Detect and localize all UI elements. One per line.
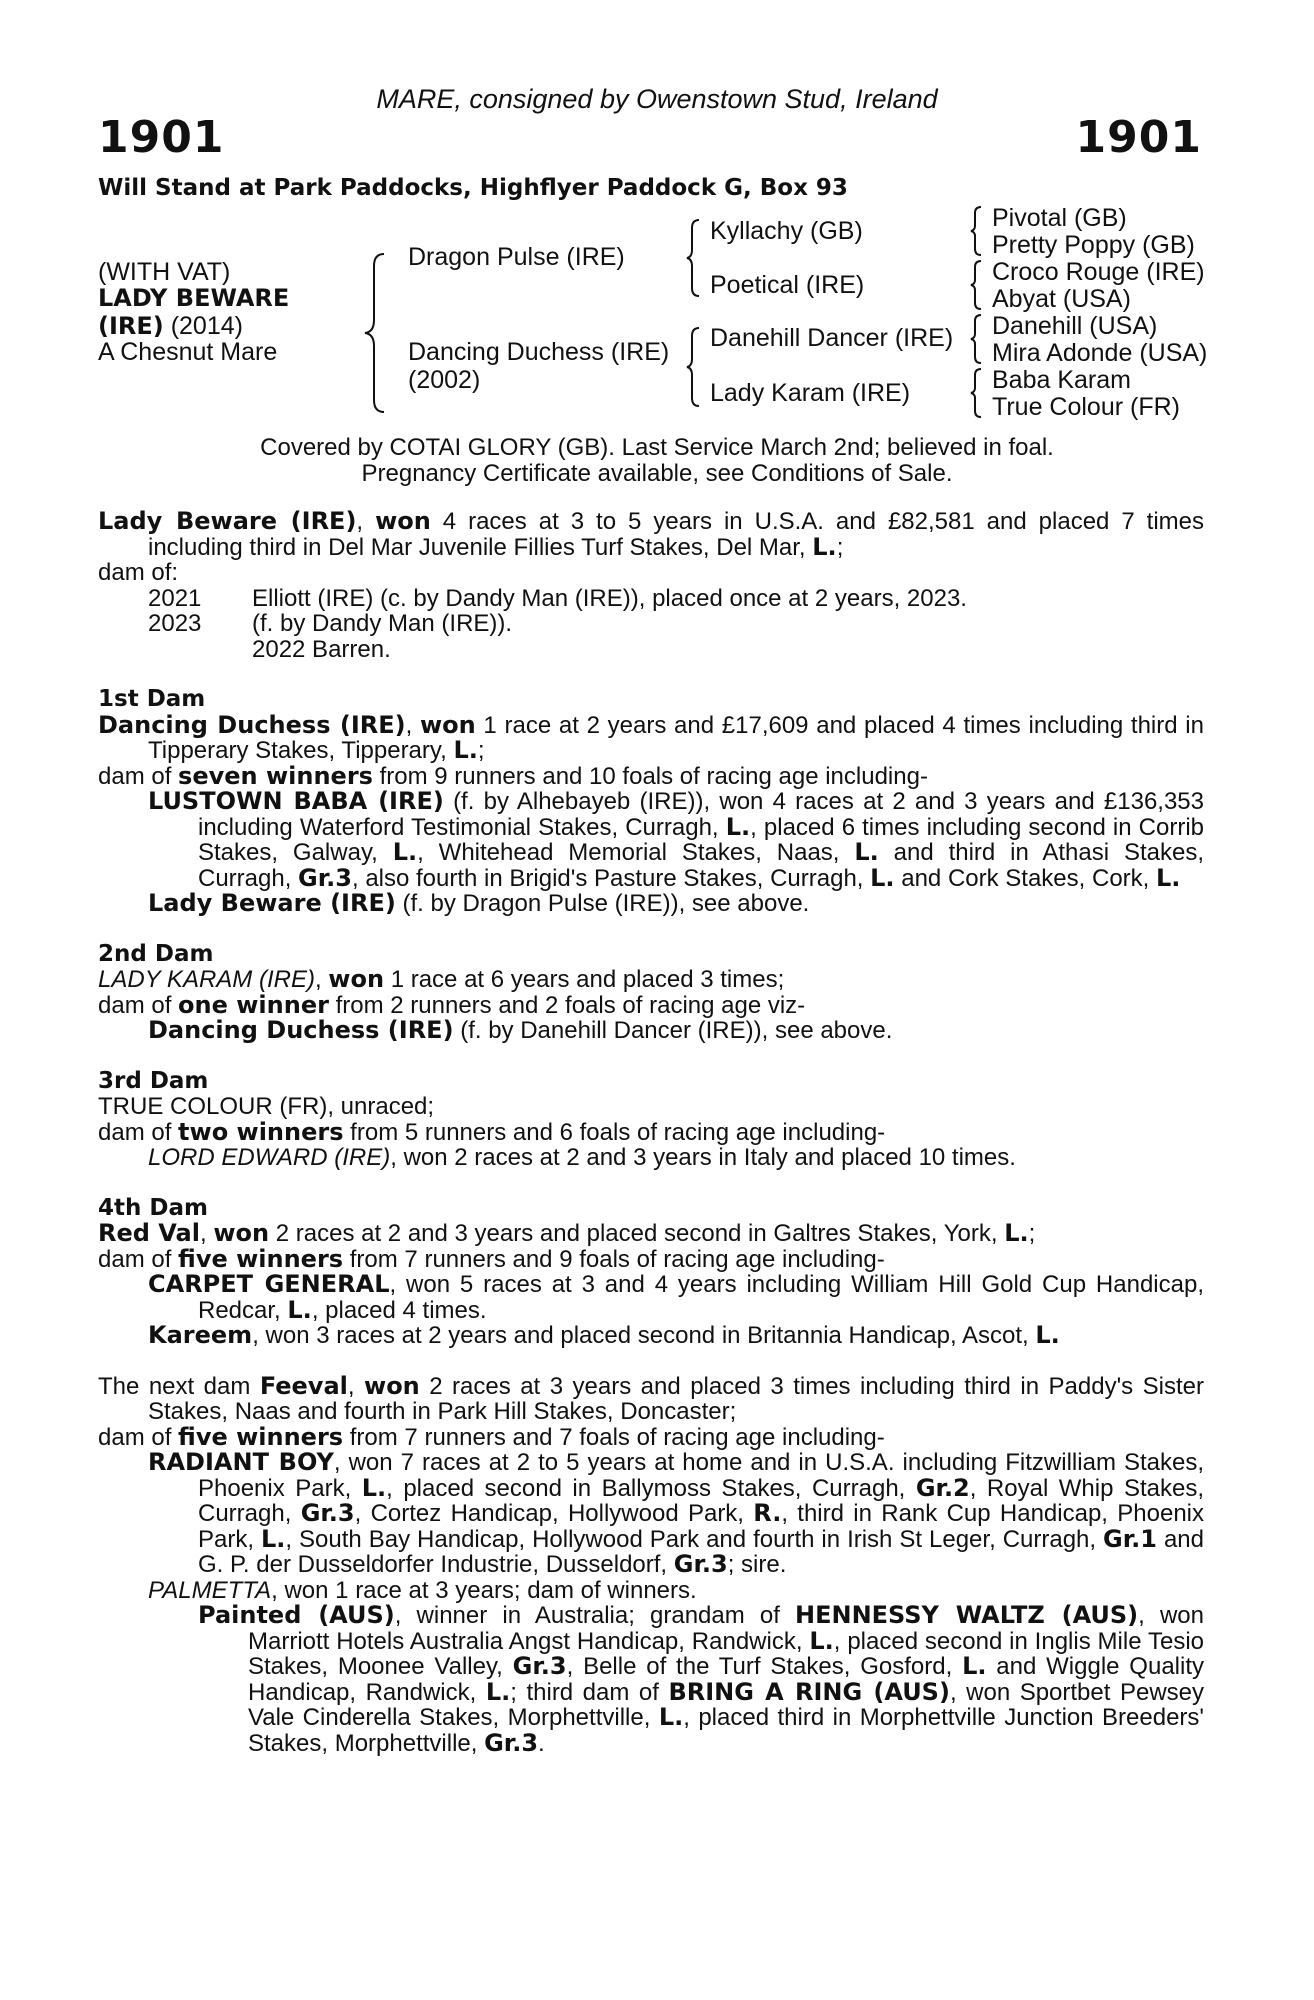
offspring-text: , placed second in Ballymoss Stakes, Curragh, [386,1474,916,1502]
produce-item-text: 2022 Barren. [252,635,391,663]
pedigree-g-danehill: Danehill (USA) [992,312,1158,340]
offspring-text: and third in Athasi Stakes, Curragh, [198,839,1204,892]
listed-mark: L. [1035,1321,1060,1349]
consignor-line: MARE, consigned by Owenstown Stud, Ireland [376,84,938,114]
pedigree-dam-dam: Lady Karam (IRE) [710,379,911,407]
pedigree-brace-sire [685,218,703,298]
offspring-text: , Royal Whip Stakes, Curragh, [198,1474,1204,1527]
winner-count: five winners [178,1244,344,1273]
offspring-text: and Wiggle Quality Handicap, Randwick, [248,1653,1204,1706]
pedigree-brace-g3 [969,313,985,365]
pedigree-sire-dam: Poetical (IRE) [710,271,865,299]
section-heading-2nd-dam: 2nd Dam [98,940,214,967]
dam-of-label: dam of [98,1118,179,1146]
pedigree-dam-sire: Danehill Dancer (IRE) [710,324,954,352]
offspring-text: , won 5 races at 3 and 4 years including William Hill Gold Cup Handicap, Redcar, [198,1271,1204,1324]
listed-mark: L. [809,1626,834,1655]
dam4-paragraph [98,1221,1204,1247]
offspring-text: , won 1 race at 3 years; dam of winners. [271,1576,697,1604]
group-mark: Gr.2 [915,1473,970,1502]
pedigree-g-pretty-poppy: Pretty Poppy (GB) [992,231,1195,259]
pedigree-g-mira-adonde: Mira Adonde (USA) [992,339,1208,367]
listed-mark: L. [392,838,418,866]
pedigree-g-true-colour: True Colour (FR) [992,393,1180,421]
produce-item-text: (f. by Dandy Man (IRE)). [252,610,513,637]
dam-of-text: from 5 runners and 6 foals of racing age including- [343,1118,886,1146]
listed-mark: L. [854,838,879,866]
group-mark: Gr.3 [512,1652,567,1680]
winner-count: five winners [178,1422,344,1451]
listed-mark: L. [453,736,478,764]
next-dam-won: won [364,1371,420,1400]
listed-mark: L. [1156,863,1181,892]
listed-mark: L. [260,1524,286,1553]
offspring-text: and Cork Stakes, Cork, [894,864,1156,892]
dam3-offspring-lord-edward [148,1145,1204,1171]
horse-name-country-year [98,312,243,341]
horse-country: (IRE) [98,312,164,340]
pedigree-g-pivotal: Pivotal (GB) [992,204,1127,232]
horse-description: A Chesnut Mare [98,338,278,366]
offspring-text: , South Bay Handicap, Hollywood Park and fourth in Irish St Leger, Curragh, [285,1525,1104,1553]
pedigree-dam: Dancing Duchess (IRE) [408,338,670,366]
offspring-text: (f. by Alhebayeb (IRE)), won 4 races at 2 and 3 years and £136,353 including Waterford Testimonial Stakes, Curragh, [198,788,1204,841]
dam4-name: Red Val [98,1219,200,1247]
dam1-offspring-lustown [148,789,1204,891]
offspring-text: ; sire. [727,1551,787,1578]
offspring-text: . [538,1729,545,1757]
section-heading-4th-dam: 4th Dam [98,1194,208,1221]
listed-mark: L. [870,863,895,892]
listed-mark: L. [658,1703,684,1731]
offspring-text: , placed third in Morphettville Junction Breeders' Stakes, Morphettville, [248,1704,1204,1757]
dam-of-label: dam of [98,1245,179,1273]
produce-year: 2021 [148,584,202,612]
produce-dam-of: dam of: [98,559,179,586]
offspring-name: RADIANT BOY [148,1448,334,1476]
pedigree-g-baba-karam: Baba Karam [992,366,1131,394]
next-dam-paragraph [98,1371,1204,1425]
group-mark: Gr.1 [1103,1524,1157,1553]
dam-of-label: dam of [98,991,179,1019]
dam-of-text: from 7 runners and 7 foals of racing age including- [343,1423,885,1451]
dam1-paragraph: Dancing Duchess (IRE), won 1 race at 2 years and £17,609 and placed 4 times including third in Tipperary Stakes, Tipperary, L.; [98,710,1204,764]
offspring-text: , placed second in Inglis Mile Tesio Stakes, Moonee Valley, [248,1627,1205,1680]
next-dam-text: 2 races at 3 years and placed 3 times including third in Paddy's Sister Stakes, Naas and fourth in Park Hill Stakes, Doncaster; [148,1372,1204,1425]
dam-of-label: dam of [98,1423,179,1451]
pedigree-brace-main [362,252,388,414]
stabling-location: Will Stand at Park Paddocks, Highflyer Paddock G, Box 93 [98,175,848,201]
winner-count: seven winners [178,761,373,790]
offspring-name: Kareem [148,1321,253,1349]
dam2-paragraph [98,967,1204,993]
pedigree-sire: Dragon Pulse (IRE) [408,243,625,271]
dam1-offspring-lady-beware [148,891,1204,917]
listed-mark: L. [962,1652,987,1680]
offspring-text: , Belle of the Turf Stakes, Gosford, [566,1653,963,1680]
produce-year: 2023 [148,610,202,637]
next-dam-name: Feeval [259,1371,348,1400]
dam1-name: Dancing Duchess (IRE) [98,710,406,739]
separator: , [347,1372,365,1400]
offspring-text: , won Marriott Hotels Australia Angst Handicap, Randwick, [248,1602,1204,1655]
listed-mark: L. [485,1677,511,1706]
listed-mark: L. [725,812,751,841]
pedigree-brace-dam [685,326,703,408]
pedigree-brace-g4 [969,367,985,419]
offspring-text: , winner in Australia; grandam of [394,1602,795,1629]
pregnancy-certificate-line: Pregnancy Certificate available, see Conditions of Sale. [361,460,953,487]
offspring-text: ; third dam of [510,1678,669,1706]
dam3-line: TRUE COLOUR (FR), unraced; [98,1093,435,1120]
pedigree-dam-year: (2002) [408,366,481,394]
offspring-text: , won 3 races at 2 years and placed second in Britannia Handicap, Ascot, [252,1322,1036,1349]
offspring-text: , also fourth in Brigid's Pasture Stakes, Curragh, [351,864,871,892]
offspring-name: PALMETTA [148,1576,272,1604]
offspring-name: Lady Beware (IRE) [148,889,396,917]
section-heading-3rd-dam: 3rd Dam [98,1067,209,1094]
offspring-name: Dancing Duchess (IRE) [148,1016,454,1044]
dam4-text: 2 races at 2 and 3 years and placed second in Galtres Stakes, York, [269,1220,1005,1247]
produce-text: 4 races at 3 to 5 years in U.S.A. and £82,581 and placed 7 times including third in Del Mar Juvenile Fillies Turf Stakes, Del Mar, [148,508,1205,561]
group-mark: Gr.3 [298,863,352,892]
dam2-dam-of [98,990,1204,1019]
lot-number-right: 1901 [1075,112,1202,163]
offspring-name: BRING A RING (AUS) [668,1677,950,1706]
horse-year: (2014) [163,312,243,340]
offspring-text: , won 7 races at 2 to 5 years at home and in U.S.A. including Fitzwilliam Stakes, Phoenix Park, [198,1449,1205,1502]
offspring-text: (f. by Danehill Dancer (IRE)), see above. [453,1017,893,1044]
restricted-mark: R. [753,1499,782,1527]
dam-of-label: dam of [98,762,179,790]
group-mark: Gr.3 [484,1728,539,1757]
next-offspring-radiant-boy [148,1450,1204,1578]
dam4-offspring-kareem [148,1323,1204,1349]
dam2-offspring-dancing-duchess [148,1018,1204,1044]
offspring-text: , won Sportbet Pewsey Vale Cinderella Stakes, Morphettville, [248,1678,1204,1731]
separator: , [199,1220,214,1247]
next-dam-of [98,1422,1204,1451]
listed-mark: L. [812,532,837,561]
dam1-text: 1 race at 2 years and £17,609 and placed 4 times including third in Tipperary Stakes, Tipperary, [148,711,1204,764]
offspring-name: LUSTOWN BABA (IRE) [148,787,444,815]
horse-name: LADY BEWARE [98,284,290,312]
pedigree-brace-g1 [969,205,985,257]
produce-won: won [375,507,431,535]
listed-mark: L. [361,1473,387,1502]
group-mark: Gr.3 [673,1550,728,1578]
listed-mark: L. [1004,1219,1029,1247]
separator: , [314,966,329,993]
offspring-text: (f. by Dragon Pulse (IRE)), see above. [395,890,810,917]
offspring-name: LORD EDWARD (IRE) [148,1144,391,1171]
offspring-text: and G. P. der Dusseldorfer Industrie, Dusseldorf, [198,1525,1204,1578]
pedigree-brace-g2 [969,259,985,311]
produce-paragraph: Lady Beware (IRE), won 4 races at 3 to 5 years in U.S.A. and £82,581 and placed 7 times including third in Del Mar Juvenile Fillies Turf Stakes, Del Mar, L.; [98,507,1205,561]
offspring-text: , placed 6 times including second in Corrib Stakes, Galway, [198,813,1204,866]
vat-note: (WITH VAT) [98,258,231,286]
dam-of-text: from 9 runners and 10 foals of racing age including- [372,762,928,790]
winner-count: one winner [178,990,329,1019]
produce-item [98,586,1204,612]
winner-count: two winners [178,1117,344,1146]
pedigree-g-abyat: Abyat (USA) [992,285,1131,313]
listed-mark: L. [287,1295,312,1324]
offspring-text: , third in Rank Cup Handicap, Phoenix Park, [198,1500,1205,1553]
dam4-text-end: ; [1028,1220,1036,1247]
dam1-dam-of [98,761,1204,790]
next-grandoffspring-painted [198,1603,1204,1756]
offspring-text: , Whitehead Memorial Stakes, Naas, [417,839,855,866]
dam2-won: won [328,965,385,993]
produce-text-end: ; [836,533,844,561]
dam-of-text: from 2 runners and 2 foals of racing age viz- [328,991,806,1019]
dam1-text-end: ; [477,737,485,764]
offspring-name: CARPET GENERAL [148,1270,390,1298]
dam1-won: won [419,710,476,739]
dam4-offspring-carpet-general [148,1272,1204,1323]
offspring-text: , Cortez Handicap, Hollywood Park, [354,1500,754,1527]
offspring-name: Painted (AUS) [198,1601,395,1629]
offspring-name: HENNESSY WALTZ (AUS) [795,1601,1139,1629]
pedigree-g-croco-rouge: Croco Rouge (IRE) [992,258,1205,286]
next-dam-intro: The next dam [98,1372,260,1400]
dam3-dam-of [98,1117,1204,1146]
produce-item [98,637,1204,663]
dam4-dam-of [98,1244,1204,1273]
produce-item-text: Elliott (IRE) (c. by Dandy Man (IRE)), placed once at 2 years, 2023. [252,584,967,612]
next-offspring-palmetta [148,1578,1204,1604]
dam2-text: 1 race at 6 years and placed 3 times; [384,966,785,993]
produce-name: Lady Beware (IRE) [98,507,357,535]
section-heading-1st-dam: 1st Dam [98,686,206,712]
offspring-text: , won 2 races at 2 and 3 years in Italy and placed 10 times. [390,1144,1016,1171]
covered-line: Covered by COTAI GLORY (GB). Last Service March 2nd; believed in foal. [260,434,1054,461]
dam2-name: LADY KARAM (IRE) [98,966,315,993]
lot-number-left: 1901 [98,112,225,163]
produce-item [98,611,1204,637]
group-mark: Gr.3 [300,1499,355,1527]
offspring-text: , placed 4 times. [311,1296,487,1324]
catalogue-body [98,509,1204,1756]
pedigree-sire-sire: Kyllachy (GB) [710,217,863,245]
dam4-won: won [213,1219,270,1247]
dam-of-text: from 7 runners and 9 foals of racing age including- [343,1245,885,1273]
